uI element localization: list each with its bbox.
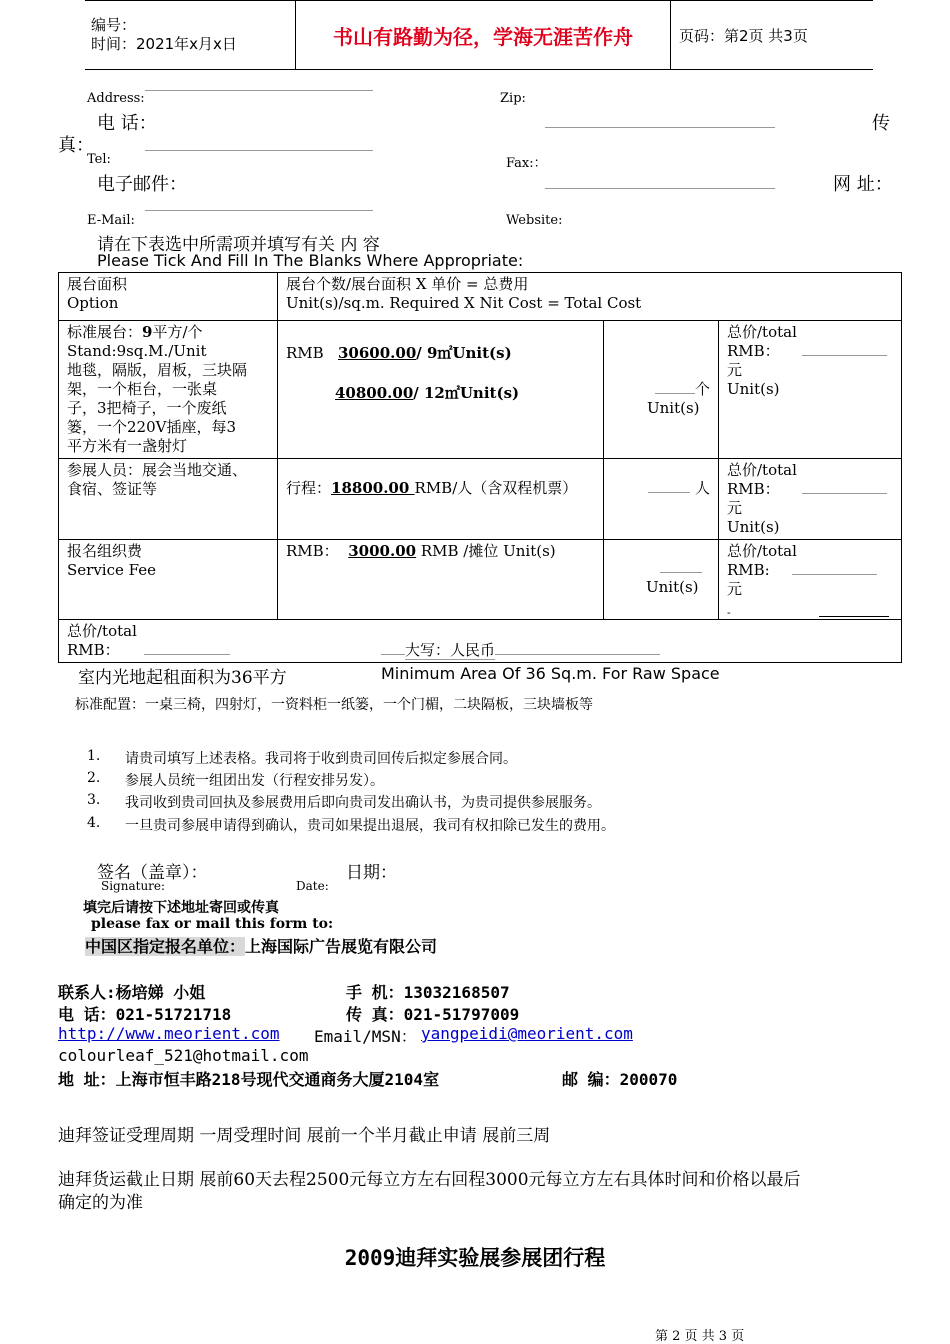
staff-count-cell[interactable] [604,459,719,540]
note-num-4: 4. [87,815,101,831]
price-9sqm: 30600.00 [338,344,417,362]
date-en: Date: [296,879,329,893]
staff-count-suffix: 人 [694,479,710,497]
booth-total-rmb-line [727,342,893,361]
header-cost-cn: 展台个数/展台面积 X 单价 = 总费用 [286,275,529,293]
note-text-4: 一旦贵司参展申请得到确认，贵司如果提出退展，我司有权扣除已发生的费用。 [125,818,615,834]
email-label: E-Mail: [87,213,135,228]
staff-line-2: 食宿、签证等 [67,480,158,498]
fax-label: Fax:： [506,156,547,171]
signature-en: Signature: [101,879,166,893]
grand-daxie-pre [381,654,405,655]
contact-mobile: 手 机：13032168507 [346,983,510,1002]
standard-config: 标准配置：一桌三椅，四射灯，一资料柜一纸篓，一个门楣，二块隔板，三块墙板等 [75,697,593,713]
header-cost-cell [278,273,902,321]
staff-desc-cell [59,459,278,540]
zip-label: Zip: [500,91,526,106]
booth-total-unit: Unit(s) [727,380,780,398]
fee-total-yuan: 元 [727,580,743,598]
zip-line[interactable] [545,127,775,128]
staff-price-label: 行程： [286,479,332,497]
organizer-postcode: 邮 编：200070 [562,1070,678,1089]
staff-price-cell [278,459,604,540]
header-option-cell [59,273,278,321]
booth-price-cell [278,321,604,459]
booth-price-1 [286,343,595,363]
header-page-cell [671,1,874,70]
website-cn-label: 网 址： [833,174,893,195]
grand-total-blank[interactable] [144,654,230,655]
organizer-line [85,934,437,957]
booth-count-unit: Unit(s) [647,399,700,417]
booth-count-line [612,380,710,399]
booth-price-2 [286,383,595,403]
fee-total-cell [719,540,902,620]
organizer-address: 地 址：上海市恒丰路218号现代交通商务大厦2104室 [58,1070,440,1089]
fee-count-cell[interactable] [604,540,719,620]
organizer-name: 上海国际广告展览有限公司 [245,937,438,956]
fee-line-1: 报名组织费 [67,542,143,560]
unit-12sqm: / 12㎡Unit(s) [413,384,520,402]
fee-count-blank-wrap [612,558,710,578]
staff-total-rmb-line [727,480,893,499]
booth-total-rmb: RMB： [727,342,780,360]
header-meta [85,1,296,70]
staff-total-unit: Unit(s) [727,518,780,536]
staff-price: 18800.00 [331,479,415,497]
note-text-1: 请贵司填写上述表格。我司将于收到贵司回传后拟定参展合同。 [125,751,517,767]
shipping-info-2: 确定的为准 [58,1193,143,1213]
booth-desc-cell [59,321,278,459]
note-text-3: 我司收到贵司回执及参展费用后即向贵司发出确认书，为贵司提供参展服务。 [125,795,601,811]
staff-total-yuan: 元 [727,499,743,517]
fee-total-rmb-line [727,561,893,580]
booth-line-5: 子，3把椅子，一个废纸 [67,399,227,417]
booth-label: 标准展台： [67,323,143,341]
booth-line-4: 架，一个柜台，一张桌 [67,380,218,398]
grand-daxie-blank[interactable] [495,654,660,655]
contact-phone: 电 话：021-51721718 [58,1005,232,1024]
staff-price-unit: RMB/人（含双程机票） [414,479,578,497]
staff-total-blank[interactable] [802,493,887,494]
staff-total-rmb: RMB： [727,480,780,498]
email-line[interactable] [145,210,373,211]
page-number: 页码：第2页 共3页 [679,26,808,45]
fee-total-blank[interactable] [792,574,877,575]
itinerary-title: 2009迪拜实验展参展团行程 [344,1246,606,1270]
booth-total-label: 总价/total [727,323,797,341]
fee-desc-cell [59,540,278,620]
table-row [59,459,902,540]
fax-cn-label-right: 传 [872,113,890,134]
booth-line-3: 地毯，隔版，眉板，三块隔 [67,361,248,379]
staff-count-blank[interactable] [648,492,690,493]
fee-dash-line [819,616,889,617]
instruction-cn: 请在下表选中所需项并填写有关 内 容 [97,235,380,255]
rmb-label: RMB [286,344,324,362]
return-en: please fax or mail this form to: [91,916,334,932]
fee-unit: RMB /摊位 Unit(s) [416,542,556,560]
booth-line-6: 篓，一个220V插座，每3 [67,418,237,436]
staff-total-cell [719,459,902,540]
table-row [59,540,902,620]
booth-line-1 [67,323,269,342]
grand-total-label: 总价/total [67,622,137,640]
booth-total-yuan: 元 [727,361,743,379]
note-num-2: 2. [87,770,101,786]
table-row [59,620,902,663]
booth-line-2: Stand:9sq.M./Unit [67,342,207,360]
header-option-cn: 展台面积 [67,275,128,293]
email-label-organizer: Email/MSN： [314,1027,417,1046]
fee-price: 3000.00 [348,542,417,560]
contact-fax: 传 真：021-51797009 [346,1005,520,1024]
shipping-info-1: 迪拜货运截止日期 展前60天去程2500元每立方左右回程3000元每立方左右具体时间和价格以最后 [58,1170,801,1190]
page-header [85,0,873,70]
header-option-en: Option [67,294,119,312]
email-link[interactable]: yangpeidi@meorient.com [421,1024,633,1043]
grand-total-rmb: RMB： [67,641,120,659]
tel-label: Tel: [87,152,111,167]
signature-cn: 签名（盖章）： [97,863,208,883]
return-cn: 填完后请按下述地址寄回或传真 [83,900,279,916]
grand-total-cell [59,620,902,663]
staff-total-label: 总价/total [727,461,797,479]
code-label: 编号： [91,16,137,34]
fee-count-unit: Unit(s) [646,578,699,596]
email-cn-label: 电子邮件： [97,174,187,195]
phone-line[interactable] [145,150,373,151]
fee-rmb: RMB： [286,542,339,560]
booth-total-cell [719,321,902,459]
motto: 书山有路勤为径，学海无涯苦作舟 [333,24,633,49]
page-footer: 第 2 页 共 3 页 [655,1329,745,1344]
booth-count-blank[interactable] [655,393,695,394]
fee-line-2: Service Fee [67,561,156,579]
fee-price-cell [278,540,604,620]
price-12sqm: 40800.00 [335,384,414,402]
date-cn: 日期： [346,863,397,883]
note-text-2: 参展人员统一组团出发（行程安排另发）。 [125,773,384,789]
date-label: 时间：2021年x月x日 [91,35,237,53]
booth-line-7: 平方米有一盏射灯 [67,437,188,455]
grand-daxie-wrap [381,641,660,660]
booth-count-suffix: 个 [694,380,710,398]
email-secondary: colourleaf_521@hotmail.com [58,1046,309,1065]
fee-count-blank[interactable] [660,558,702,573]
website-label: Website: [506,213,563,228]
organizer-label: 中国区指定报名单位： [85,937,246,956]
header-motto-cell [296,1,671,70]
fax-line[interactable] [545,188,775,189]
staff-line-1: 参展人员：展会当地交通、 [67,461,248,479]
website-link[interactable]: http://www.meorient.com [58,1024,280,1043]
contact-person: 联系人:杨培娣 小姐 [58,983,206,1002]
fee-total-rmb: RMB: [727,561,770,579]
address-label: Address: [87,91,145,106]
fee-total-label: 总价/total [727,542,797,560]
note-num-1: 1. [87,748,101,764]
booth-total-blank[interactable] [802,355,887,356]
raw-space-cn: 室内光地起租面积为36平方 [78,668,287,688]
booth-unit: 平方/个 [152,323,203,341]
table-header-row [59,273,902,321]
address-line[interactable] [145,90,373,91]
fax-cn-label-left: 真： [58,135,94,156]
unit-9sqm: / 9㎡Unit(s) [416,344,512,362]
order-table [58,272,902,663]
grand-daxie: 大写：人民币 [405,641,496,659]
booth-count-cell[interactable] [604,321,719,459]
raw-space-en: Minimum Area Of 36 Sq.m. For Raw Space [381,664,720,683]
booth-size: 9 [142,323,153,341]
fee-dash: - [727,606,731,619]
visa-info: 迪拜签证受理周期 一周受理时间 展前一个半月截止申请 展前三周 [58,1126,551,1146]
note-num-3: 3. [87,792,101,808]
header-cost-en: Unit(s)/sq.m. Required X Nit Cost = Total Cost [286,294,642,312]
phone-cn-label: 电 话： [97,113,157,134]
instruction-en: Please Tick And Fill In The Blanks Where Appropriate: [97,251,524,270]
table-row [59,321,902,459]
